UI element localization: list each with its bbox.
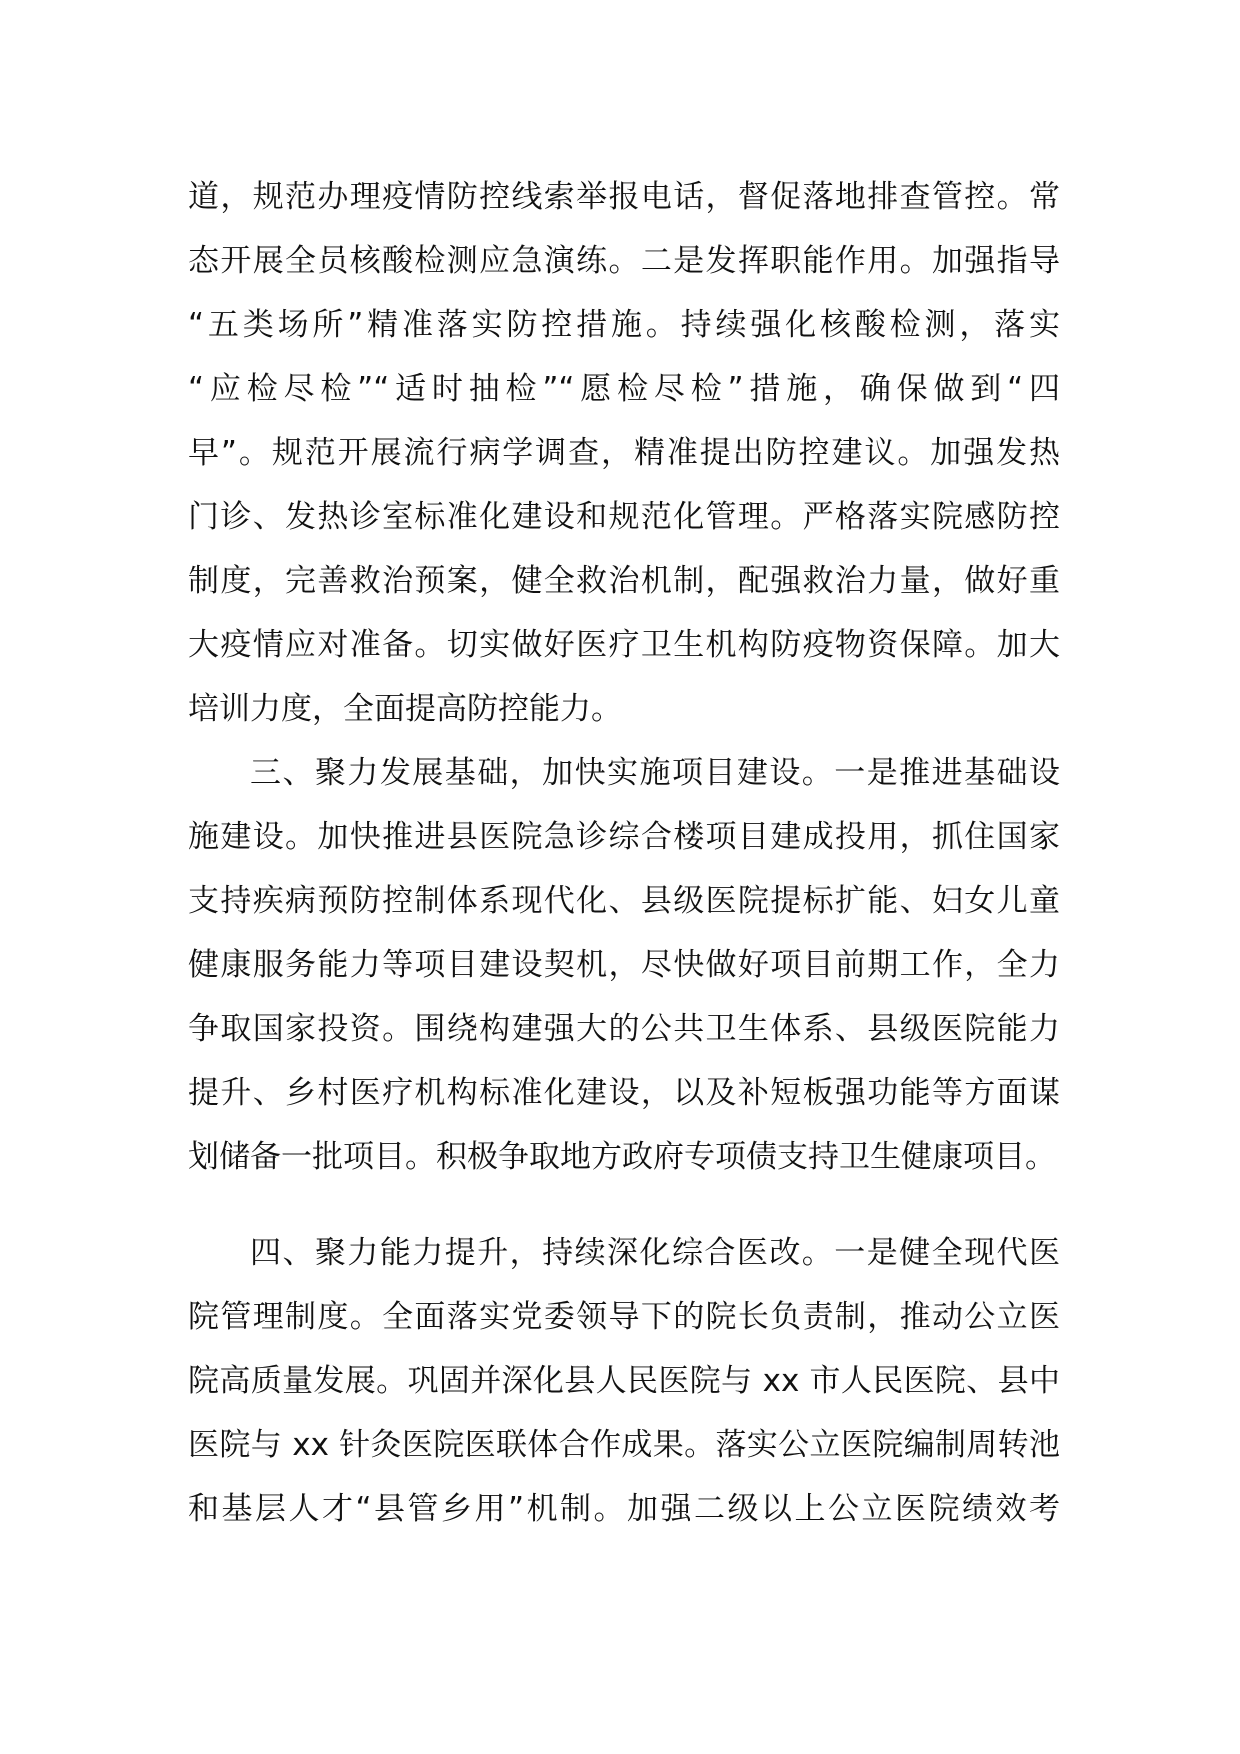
- text-line: 争取国家投资。围绕构建强大的公共卫生体系、县级医院能力: [188, 1011, 1060, 1047]
- paragraph-epidemic-prevention: [188, 165, 1060, 741]
- paragraph-medical-reform: [188, 1221, 1060, 1541]
- text-line: 道，规范办理疫情防控线索举报电话，督促落地排查管控。常: [188, 179, 1060, 215]
- text-line: 院管理制度。全面落实党委领导下的院长负责制，推动公立医: [188, 1299, 1060, 1335]
- text-line: 健康服务能力等项目建设契机，尽快做好项目前期工作，全力: [188, 947, 1060, 983]
- document-body: [188, 165, 1060, 1541]
- text-line: 院高质量发展。巩固并深化县人民医院与 xx 市人民医院、县中: [188, 1363, 1060, 1399]
- text-line: 大疫情应对准备。切实做好医疗卫生机构防疫物资保障。加大: [188, 627, 1060, 663]
- text-line: 早”。规范开展流行病学调查，精准提出防控建议。加强发热: [188, 435, 1060, 471]
- text-line: 四、聚力能力提升，持续深化综合医改。一是健全现代医: [250, 1235, 1060, 1271]
- text-line: 支持疾病预防控制体系现代化、县级医院提标扩能、妇女儿童: [188, 883, 1060, 919]
- text-line: 门诊、发热诊室标准化建设和规范化管理。严格落实院感防控: [188, 499, 1060, 535]
- text-line: “五类场所”精准落实防控措施。持续强化核酸检测，落实: [188, 307, 1060, 343]
- text-line: 和基层人才“县管乡用”机制。加强二级以上公立医院绩效考: [188, 1491, 1060, 1527]
- text-line: 划储备一批项目。积极争取地方政府专项债支持卫生健康项目。: [188, 1139, 1056, 1175]
- text-line: 态开展全员核酸检测应急演练。二是发挥职能作用。加强指导: [188, 243, 1060, 279]
- text-line: 医院与 xx 针灸医院医联体合作成果。落实公立医院编制周转池: [188, 1427, 1060, 1463]
- text-line: 提升、乡村医疗机构标准化建设，以及补短板强功能等方面谋: [188, 1075, 1060, 1111]
- text-line: 培训力度，全面提高防控能力。: [188, 691, 622, 727]
- text-line: 三、聚力发展基础，加快实施项目建设。一是推进基础设: [250, 755, 1060, 791]
- text-line: “应检尽检”“适时抽检”“愿检尽检”措施，确保做到“四: [188, 371, 1060, 407]
- paragraph-project-construction: [188, 741, 1060, 1189]
- text-line: 制度，完善救治预案，健全救治机制，配强救治力量，做好重: [188, 563, 1060, 599]
- paragraph-spacer: [188, 1189, 1060, 1221]
- text-line: 施建设。加快推进县医院急诊综合楼项目建成投用，抓住国家: [188, 819, 1060, 855]
